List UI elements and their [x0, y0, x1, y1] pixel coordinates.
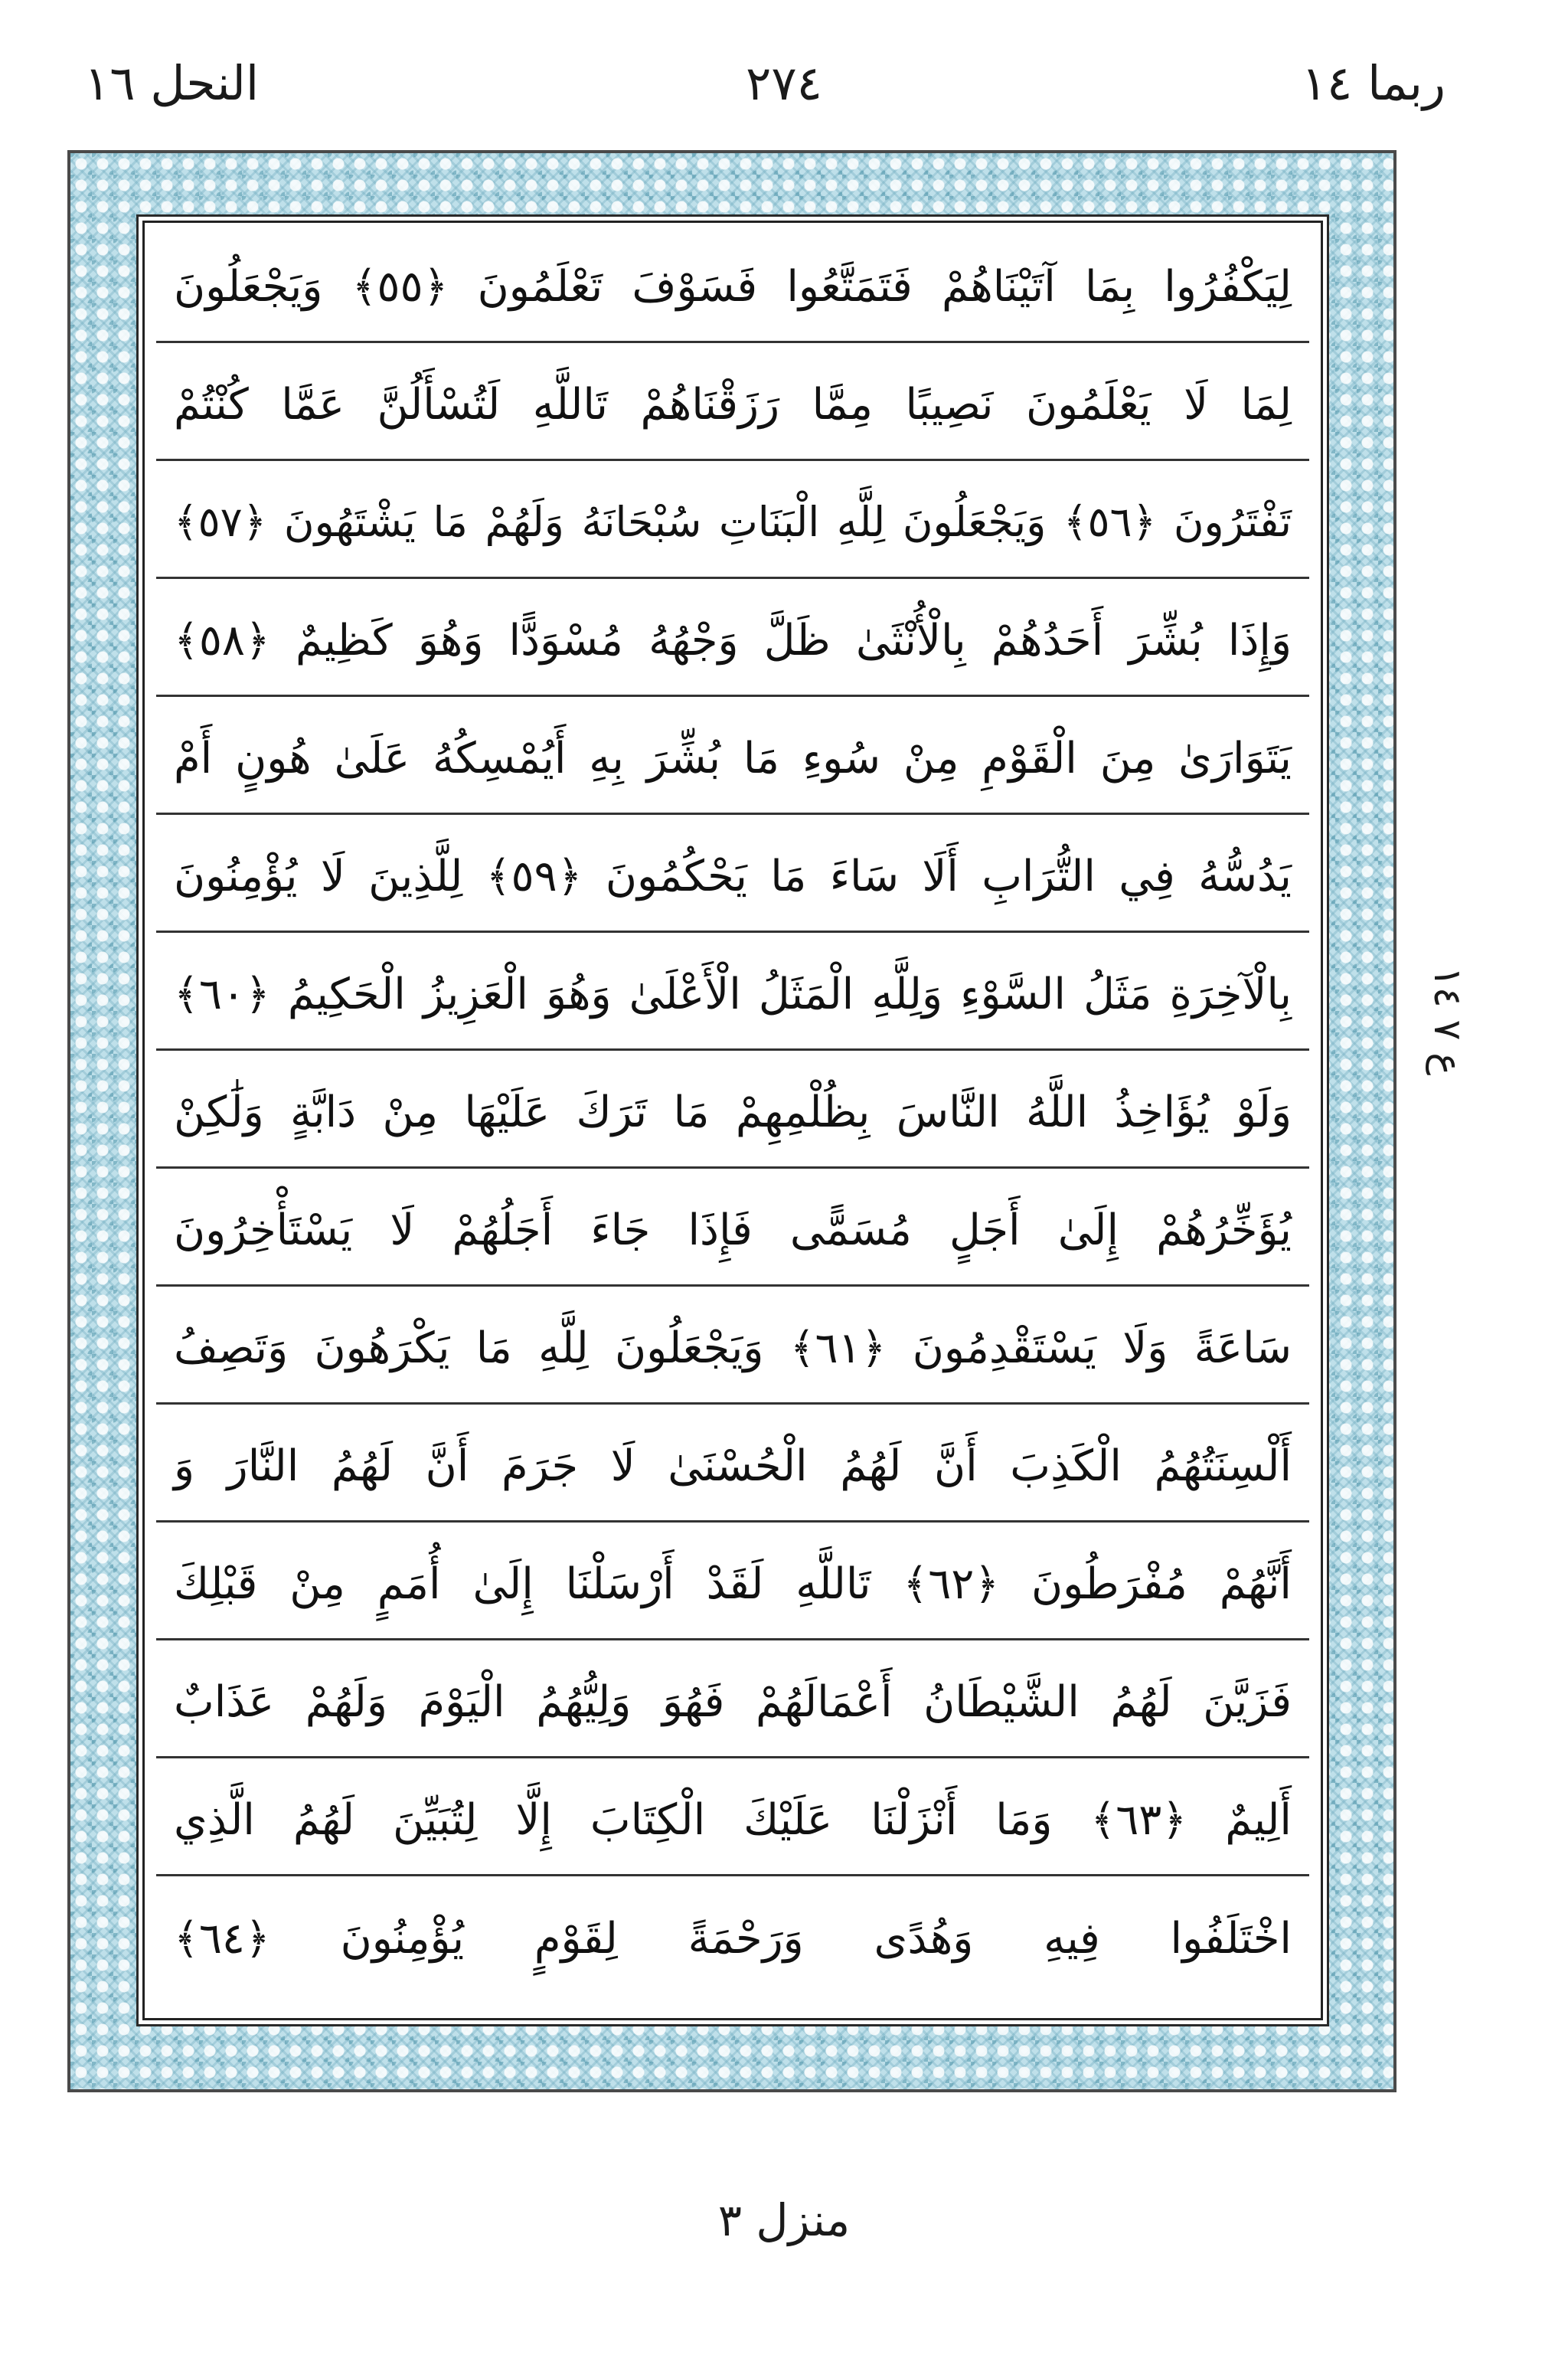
text-line — [156, 1648, 1309, 1758]
line-text: تَفْتَرُونَ ﴿٥٦﴾ وَيَجْعَلُونَ لِلَّهِ الْبَنَاتِ سُبْحَانَهُ وَلَهُمْ مَا يَشْتَهُونَ ﴿٥٧﴾ — [174, 498, 1292, 547]
text-line — [156, 940, 1309, 1051]
line-text: لِمَا لَا يَعْلَمُونَ نَصِيبًا مِمَّا رَزَقْنَاهُمْ تَاللَّهِ لَتُسْأَلُنَّ عَمَّا كُنْتُمْ — [174, 379, 1292, 430]
text-line — [156, 1884, 1309, 1994]
verse-lines — [156, 233, 1309, 2008]
page-number: ٢٧٤ — [746, 55, 822, 111]
line-text: يَتَوَارَىٰ مِنَ الْقَوْمِ مِنْ سُوءِ مَا بُشِّرَ بِهِ أَيُمْسِكُهُ عَلَىٰ هُونٍ أَمْ — [174, 733, 1292, 783]
text-line — [156, 351, 1309, 461]
text-line — [156, 1412, 1309, 1523]
text-line — [156, 1294, 1309, 1405]
text-line — [156, 1176, 1309, 1287]
line-text: أَلْسِنَتُهُمُ الْكَذِبَ أَنَّ لَهُمُ الْحُسْنَىٰ لَا جَرَمَ أَنَّ لَهُمُ النَّارَ وَ — [174, 1441, 1292, 1491]
surah-name-header: النحل ١٦ — [84, 55, 260, 111]
text-line — [156, 587, 1309, 697]
text-line — [156, 1530, 1309, 1640]
line-text: لِيَكْفُرُوا بِمَا آتَيْنَاهُمْ فَتَمَتَّعُوا فَسَوْفَ تَعْلَمُونَ ﴿٥٥﴾ وَيَجْعَلُونَ — [174, 261, 1292, 312]
line-text: فَزَيَّنَ لَهُمُ الشَّيْطَانُ أَعْمَالَهُمْ فَهُوَ وَلِيُّهُمُ الْيَوْمَ وَلَهُمْ عَذَابٌ — [174, 1676, 1292, 1727]
line-text: بِالْآخِرَةِ مَثَلُ السَّوْءِ وَلِلَّهِ الْمَثَلُ الْأَعْلَىٰ وَهُوَ الْعَزِيزُ الْحَكِيمُ ﴿٦٠﴾ — [174, 969, 1292, 1019]
text-line — [156, 469, 1309, 579]
text-line — [156, 823, 1309, 933]
line-text: يُؤَخِّرُهُمْ إِلَىٰ أَجَلٍ مُسَمًّى فَإِذَا جَاءَ أَجَلُهُمْ لَا يَسْتَأْخِرُونَ — [174, 1205, 1292, 1255]
line-text: يَدُسُّهُ فِي التُّرَابِ أَلَا سَاءَ مَا يَحْكُمُونَ ﴿٥٩﴾ لِلَّذِينَ لَا يُؤْمِنُونَ — [174, 851, 1292, 901]
text-line — [156, 1058, 1309, 1169]
line-text: أَنَّهُمْ مُفْرَطُونَ ﴿٦٢﴾ تَاللَّهِ لَقَدْ أَرْسَلْنَا إِلَىٰ أُمَمٍ مِنْ قَبْلِكَ — [174, 1559, 1292, 1609]
text-line — [156, 705, 1309, 815]
line-text: وَلَوْ يُؤَاخِذُ اللَّهُ النَّاسَ بِظُلْمِهِمْ مَا تَرَكَ عَلَيْهَا مِنْ دَابَّةٍ وَلَٰكِنْ — [174, 1087, 1292, 1137]
manzil-footer: منزل ٣ — [717, 2194, 851, 2246]
line-text: أَلِيمٌ ﴿٦٣﴾ وَمَا أَنْزَلْنَا عَلَيْكَ الْكِتَابَ إِلَّا لِتُبَيِّنَ لَهُمُ الَّذِي — [174, 1794, 1292, 1845]
line-text: اخْتَلَفُوا فِيهِ وَهُدًى وَرَحْمَةً لِقَوْمٍ يُؤْمِنُونَ ﴿٦٤﴾ — [174, 1914, 1292, 1964]
text-line — [156, 1766, 1309, 1876]
juz-name-header: ربما ١٤ — [1301, 55, 1446, 111]
line-text: سَاعَةً وَلَا يَسْتَقْدِمُونَ ﴿٦١﴾ وَيَجْعَلُونَ لِلَّهِ مَا يَكْرَهُونَ وَتَصِفُ — [174, 1323, 1292, 1373]
text-line — [156, 233, 1309, 343]
line-text: وَإِذَا بُشِّرَ أَحَدُهُمْ بِالْأُنْثَىٰ ظَلَّ وَجْهُهُ مُسْوَدًّا وَهُوَ كَظِيمٌ ﴿٥٨﴾ — [174, 615, 1292, 666]
ruku-margin-marker: ع ٧ ١٤ — [1426, 967, 1470, 1076]
